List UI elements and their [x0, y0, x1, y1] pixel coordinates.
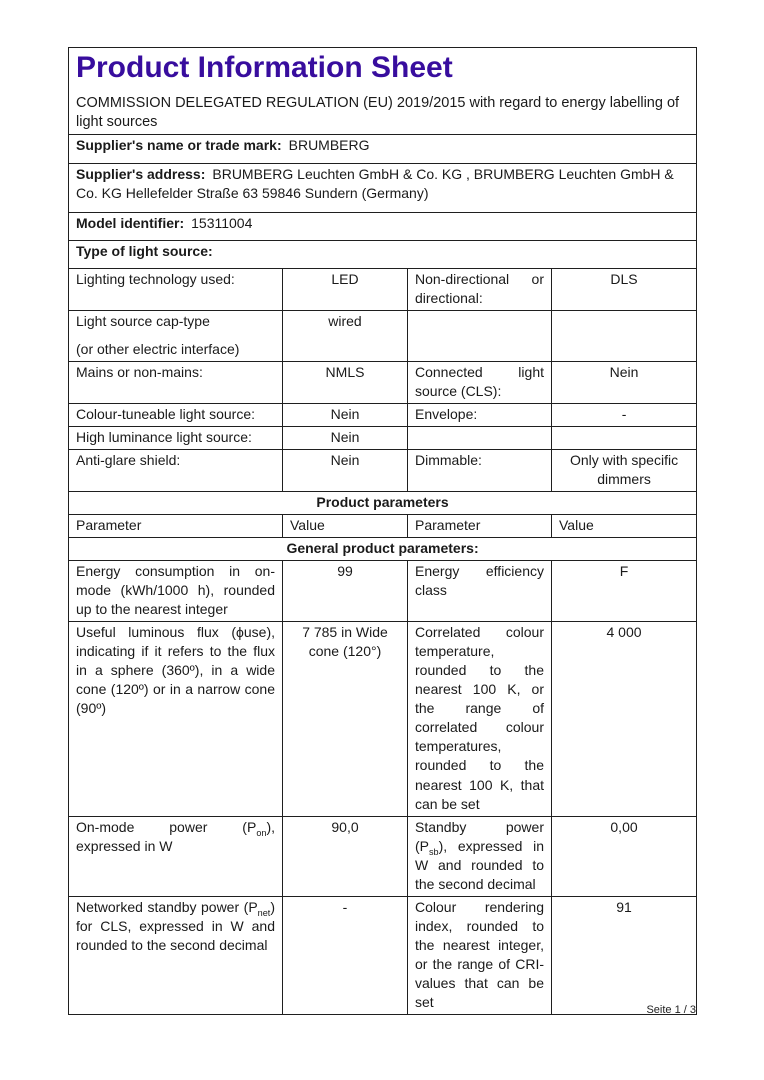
model-identifier-label: Model identifier:	[76, 214, 185, 231]
param-cell	[408, 310, 552, 361]
param-cell: Colour-tuneable light source:	[69, 403, 283, 426]
value-cell: Nein	[552, 361, 697, 403]
value-cell: F	[552, 561, 697, 622]
supplier-address-value: BRUMBERG Leuchten GmbH & Co. KG , BRUMBERG Leuchten GmbH & Co. KG Hellefelder Straße 63 59846 Sundern (Germany)	[76, 165, 674, 201]
supplier-address-label: Supplier's address:	[76, 165, 206, 182]
column-header-parameter: Parameter	[69, 515, 283, 538]
model-identifier-row	[69, 212, 697, 240]
value-cell: NMLS	[283, 361, 408, 403]
value-cell: 4 000	[552, 622, 697, 816]
param-cell: Anti-glare shield:	[69, 450, 283, 492]
param-cell: Energy consumption in on-mode (kWh/1000 h), rounded up to the nearest integer	[69, 561, 283, 622]
value-cell: -	[283, 896, 408, 1014]
value-cell: Nein	[283, 450, 408, 492]
supplier-name-row	[69, 134, 697, 163]
param-cell: Mains or non-mains:	[69, 361, 283, 403]
supplier-name-label: Supplier's name or trade mark:	[76, 136, 282, 153]
table-row	[69, 403, 697, 426]
type-of-light-source-row	[69, 240, 697, 268]
page-number: Seite 1 / 3	[646, 1004, 696, 1016]
param-cell: Connected light source (CLS):	[408, 361, 552, 403]
param-line: (or other electric interface)	[76, 340, 240, 357]
value-cell	[552, 310, 697, 361]
table-row	[69, 450, 697, 492]
value-cell: 7 785 in Wide cone (120°)	[283, 622, 408, 816]
value-cell: 99	[283, 561, 408, 622]
param-cell: Non-directional or directional:	[408, 268, 552, 310]
value-cell: Nein	[283, 403, 408, 426]
param-cell	[69, 310, 283, 361]
table-row	[69, 622, 697, 816]
param-cell: Correlated colour temperature, rounded to the nearest 100 K, or the range of correlated colour temperatures, rounded to the nearest 100 K, that can be set	[408, 622, 552, 816]
param-cell: High luminance light source:	[69, 426, 283, 449]
param-cell: Standby power $(P_{sb})$, expressed in W and rounded to the second decimal	[408, 816, 552, 896]
column-header-row	[69, 515, 697, 538]
value-cell: DLS	[552, 268, 697, 310]
value-cell	[552, 426, 697, 449]
param-cell: Dimmable:	[408, 450, 552, 492]
value-cell: 91	[552, 896, 697, 1014]
param-cell: On-mode power $(P_{on})$, expressed in W	[69, 816, 283, 896]
supplier-address-row	[69, 163, 697, 212]
value-cell: Nein	[283, 426, 408, 449]
value-cell: 0,00	[552, 816, 697, 896]
type-of-light-source-label: Type of light source:	[76, 242, 213, 259]
product-information-table	[68, 47, 697, 1015]
table-row	[69, 896, 697, 1014]
model-identifier-value: 15311004	[191, 214, 253, 231]
table-row	[69, 268, 697, 310]
param-cell: Colour rendering index, rounded to the nearest integer, or the range of CRI-values that can be set	[408, 896, 552, 1014]
value-cell: 90,0	[283, 816, 408, 896]
param-cell: Envelope:	[408, 403, 552, 426]
value-cell: wired	[283, 310, 408, 361]
page-title: Product Information Sheet	[76, 51, 453, 84]
param-cell: Lighting technology used:	[69, 268, 283, 310]
value-cell: LED	[283, 268, 408, 310]
table-row	[69, 361, 697, 403]
column-header-parameter: Parameter	[408, 515, 552, 538]
section-header-product-parameters: Product parameters	[69, 492, 697, 515]
param-cell: Energy efficiency class	[408, 561, 552, 622]
param-cell: Networked standby power $(P_{net})$ for CLS, expressed in W and rounded to the second decimal	[69, 896, 283, 1014]
supplier-name-value: BRUMBERG	[288, 136, 370, 153]
param-line: Light source cap-type	[76, 312, 210, 329]
table-row	[69, 816, 697, 896]
param-cell	[408, 426, 552, 449]
table-row	[69, 561, 697, 622]
value-cell: -	[552, 403, 697, 426]
regulation-subtitle: COMMISSION DELEGATED REGULATION (EU) 2019/2015 with regard to energy labelling of light sources	[76, 94, 680, 130]
value-cell: Only with specific dimmers	[552, 450, 697, 492]
column-header-value: Value	[283, 515, 408, 538]
table-row	[69, 426, 697, 449]
column-header-value: Value	[552, 515, 697, 538]
param-cell: Useful luminous flux (ϕuse), indicating if it refers to the flux in a sphere (360º), in a wide cone (120º) or in a narrow cone (90º)	[69, 622, 283, 816]
title-block	[69, 48, 697, 135]
section-header-general-product-parameters: General product parameters:	[69, 538, 697, 561]
table-row	[69, 310, 697, 361]
